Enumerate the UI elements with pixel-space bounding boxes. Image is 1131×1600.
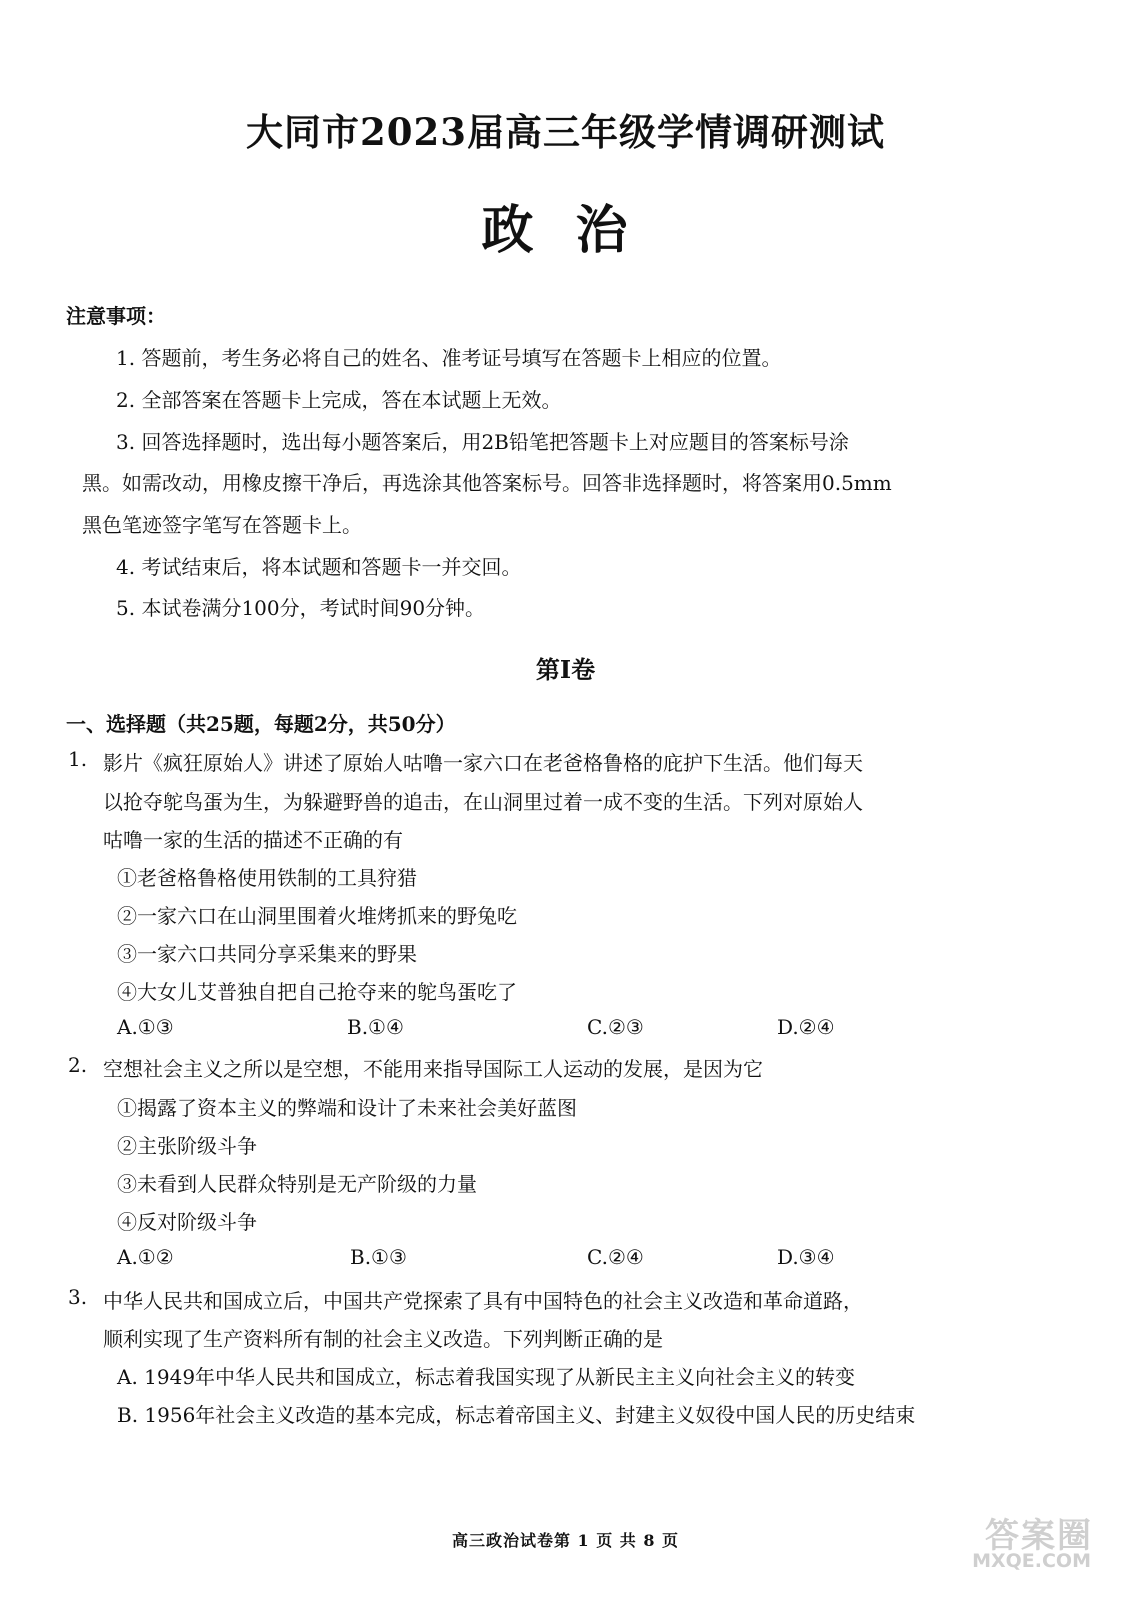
subject-title: 政治 — [481, 200, 670, 261]
question-stem: 空想社会主义之所以是空想，不能用来指导国际工人运动的发展，是因为它 — [103, 1057, 763, 1081]
question-option: ③一家六口共同分享采集来的野果 — [117, 942, 417, 966]
choice-c: C.②④ — [587, 1245, 644, 1269]
watermark-url: MXQE.COM — [972, 1550, 1091, 1572]
question-stem: 中华人民共和国成立后，中国共产党探索了具有中国特色的社会主义改造和革命道路， — [103, 1289, 863, 1313]
question-option: ②主张阶级斗争 — [117, 1134, 257, 1158]
choice-b: B.①④ — [347, 1015, 404, 1039]
question-option: ①老爸格鲁格使用铁制的工具狩猎 — [117, 866, 417, 890]
choice-a: A.①② — [117, 1245, 174, 1269]
question-option: ①揭露了资本主义的弊端和设计了未来社会美好蓝图 — [117, 1096, 577, 1120]
notice-item: 2. 全部答案在答题卡上完成，答在本试题上无效。 — [116, 388, 562, 412]
question-number: 1. — [68, 747, 88, 771]
choice-d: D.②④ — [777, 1015, 835, 1039]
watermark-text: 答案圈 — [985, 1516, 1093, 1556]
section-title: 第Ⅰ卷 — [535, 655, 596, 684]
question-option: ③未看到人民群众特别是无产阶级的力量 — [117, 1172, 477, 1196]
question-option: ④反对阶级斗争 — [117, 1210, 257, 1234]
watermark-logo — [943, 1508, 1093, 1578]
question-stem: 以抢夺鸵鸟蛋为生，为躲避野兽的追击，在山洞里过着一成不变的生活。下列对原始人 — [103, 790, 863, 814]
question-option: ④大女儿艾普独自把自己抢夺来的鸵鸟蛋吃了 — [117, 980, 517, 1004]
question-stem: 咕噜一家的生活的描述不正确的有 — [103, 828, 403, 852]
notice-item: 5. 本试卷满分100分，考试时间90分钟。 — [116, 596, 486, 620]
choice-a: A.①③ — [117, 1015, 174, 1039]
choice-d: D.③④ — [777, 1245, 835, 1269]
question-number: 3. — [68, 1285, 88, 1309]
notice-item-continued: 黑色笔迹签字笔写在答题卡上。 — [82, 513, 362, 537]
question-option: B. 1956年社会主义改造的基本完成，标志着帝国主义、封建主义奴役中国人民的历史结束 — [117, 1403, 916, 1427]
choice-c: C.②③ — [587, 1015, 644, 1039]
notice-item: 4. 考试结束后，将本试题和答题卡一并交回。 — [116, 555, 522, 579]
notice-item: 1. 答题前，考生务必将自己的姓名、准考证号填写在答题卡上相应的位置。 — [116, 346, 782, 370]
question-stem: 影片《疯狂原始人》讲述了原始人咕噜一家六口在老爸格鲁格的庇护下生活。他们每天 — [103, 751, 863, 775]
notice-item: 3. 回答选择题时，选出每小题答案后，用2B铅笔把答题卡上对应题目的答案标号涂 — [116, 430, 849, 454]
question-option: A. 1949年中华人民共和国成立，标志着我国实现了从新民主主义向社会主义的转变 — [117, 1365, 856, 1389]
exam-title: 大同市2023届高三年级学情调研测试 — [246, 110, 885, 154]
question-option: ②一家六口在山洞里围着火堆烤抓来的野兔吃 — [117, 904, 517, 928]
notice-item-continued: 黑。如需改动，用橡皮擦干净后，再选涂其他答案标号。回答非选择题时，将答案用0.5mm — [82, 471, 892, 495]
page-footer: 高三政治试卷第 1 页 共 8 页 — [451, 1531, 680, 1550]
choice-b: B.①③ — [350, 1245, 407, 1269]
question-stem: 顺利实现了生产资料所有制的社会主义改造。下列判断正确的是 — [103, 1327, 663, 1351]
part-heading: 一、选择题（共25题，每题2分，共50分） — [66, 712, 456, 736]
question-number: 2. — [68, 1053, 88, 1077]
notice-heading: 注意事项： — [66, 304, 166, 328]
